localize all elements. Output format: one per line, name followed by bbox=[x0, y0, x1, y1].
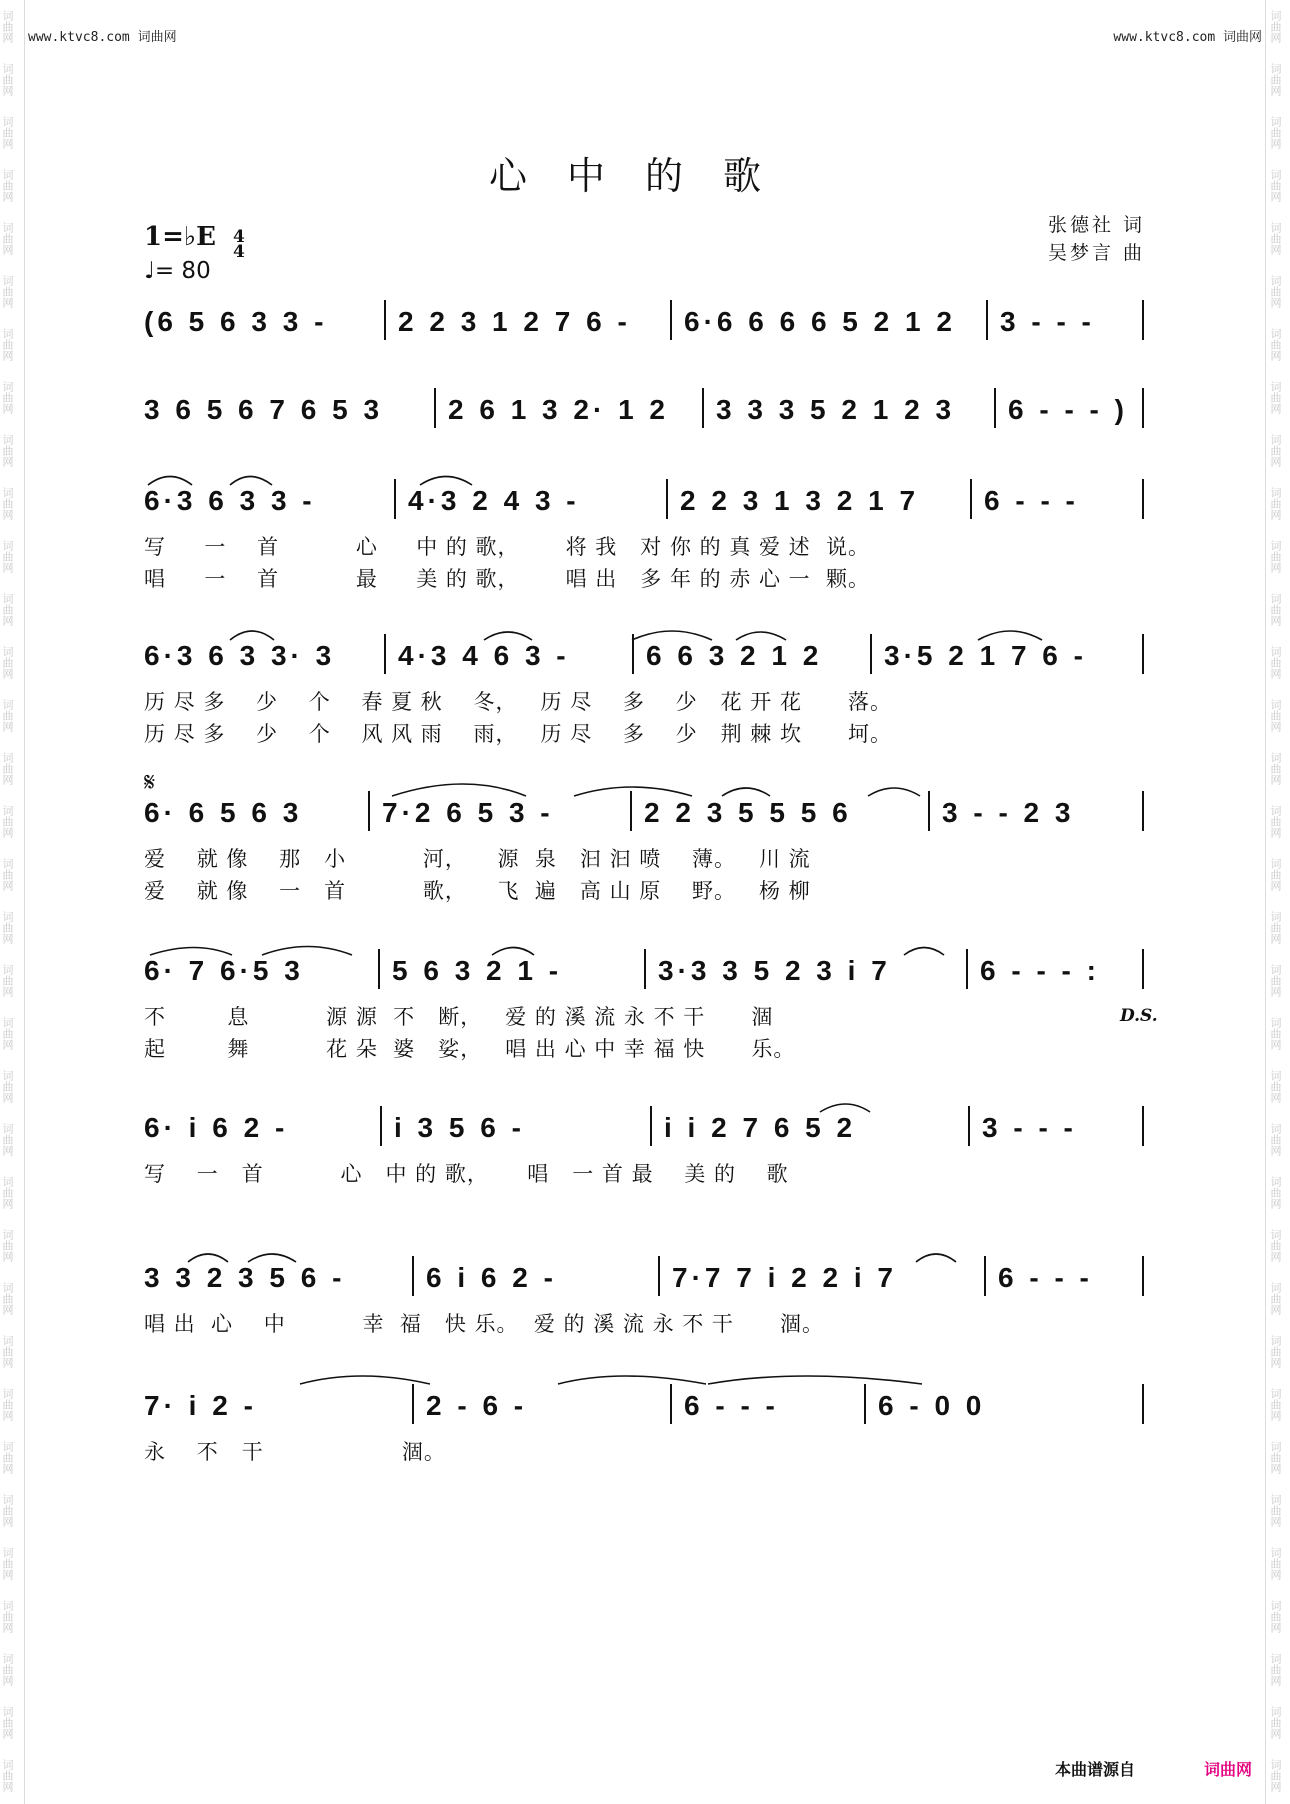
dal-segno-mark: D.S. bbox=[1120, 1006, 1158, 1026]
watermark-text: 词曲网 bbox=[1, 275, 14, 308]
left-margin-line bbox=[24, 0, 25, 1804]
measure-notes: 3 - - - bbox=[982, 1112, 1077, 1143]
watermark-text: 词曲网 bbox=[1, 1600, 14, 1633]
bar-line bbox=[658, 1256, 660, 1296]
measure-notes: 3 - - - bbox=[1000, 306, 1095, 337]
bar-line bbox=[394, 479, 396, 519]
watermark-text: 词曲网 bbox=[1, 964, 14, 997]
left-watermark-strip bbox=[0, 0, 22, 1804]
watermark-text: 词曲网 bbox=[1, 1335, 14, 1368]
watermark-text: 词曲网 bbox=[1, 805, 14, 838]
lyricist-credit: 张德社 词 bbox=[1047, 214, 1145, 236]
key-signature: 1=♭E bbox=[144, 222, 216, 252]
measure-notes: 7·2 6 5 3 - bbox=[382, 797, 554, 828]
bar-line bbox=[984, 1256, 986, 1296]
watermark-text: 词曲网 bbox=[1269, 1547, 1282, 1580]
measure-notes: 3·3 3 5 2 3 i 7 bbox=[658, 955, 891, 986]
bar-line bbox=[650, 1106, 652, 1146]
lyric-line: 历 尽 多 少 个 风 风 雨 雨， 历 尽 多 少 荆 棘 坎 坷。 bbox=[144, 722, 893, 746]
measure-notes: 6·6 6 6 6 5 2 1 2 bbox=[684, 306, 956, 337]
watermark-text: 词曲网 bbox=[1269, 1653, 1282, 1686]
watermark-text: 词曲网 bbox=[1269, 381, 1282, 414]
watermark-text: 词曲网 bbox=[1269, 1494, 1282, 1527]
watermark-text: 词曲网 bbox=[1, 487, 14, 520]
bar-line bbox=[986, 300, 988, 340]
measure-notes: 7·7 7 i 2 2 i 7 bbox=[672, 1262, 897, 1293]
bar-line bbox=[380, 1106, 382, 1146]
bar-line bbox=[702, 388, 704, 428]
watermark-text: 词曲网 bbox=[1269, 222, 1282, 255]
score-system bbox=[144, 1262, 1144, 1298]
bar-line bbox=[368, 791, 370, 831]
measure-notes: 6· 7 6·5 3 bbox=[144, 955, 304, 986]
watermark-text: 词曲网 bbox=[1, 1388, 14, 1421]
bar-line bbox=[384, 634, 386, 674]
watermark-text: 词曲网 bbox=[1269, 1070, 1282, 1103]
bar-line bbox=[412, 1256, 414, 1296]
watermark-text: 词曲网 bbox=[1269, 275, 1282, 308]
bar-line bbox=[968, 1106, 970, 1146]
lyric-line: 爱 就 像 那 小 河， 源 泉 汩 汩 喷 薄。 川 流 bbox=[144, 847, 811, 871]
measure-notes: 6 - - - ) bbox=[1008, 394, 1128, 425]
watermark-text: 词曲网 bbox=[1269, 1229, 1282, 1262]
measure-notes: 3·5 2 1 7 6 - bbox=[884, 640, 1087, 671]
watermark-text: 词曲网 bbox=[1269, 540, 1282, 573]
measure-notes: i i 2 7 6 5 2 bbox=[664, 1112, 857, 1143]
watermark-text: 词曲网 bbox=[1, 858, 14, 891]
watermark-text: 词曲网 bbox=[1269, 1017, 1282, 1050]
bar-line bbox=[378, 949, 380, 989]
source-site-link[interactable]: 词曲网 bbox=[1204, 1760, 1253, 1779]
bar-line bbox=[1142, 1384, 1144, 1424]
watermark-text: 词曲网 bbox=[1, 1176, 14, 1209]
bar-line bbox=[1142, 300, 1144, 340]
watermark-text: 词曲网 bbox=[1269, 646, 1282, 679]
watermark-text: 词曲网 bbox=[1269, 964, 1282, 997]
measure-notes: 3 - - 2 3 bbox=[942, 797, 1075, 828]
measure-notes: 5 6 3 2 1 - bbox=[392, 955, 563, 986]
watermark-text: 词曲网 bbox=[1, 1441, 14, 1474]
bar-line bbox=[630, 791, 632, 831]
watermark-text: 词曲网 bbox=[1, 116, 14, 149]
watermark-text: 词曲网 bbox=[1269, 1282, 1282, 1315]
bar-line bbox=[632, 634, 634, 674]
lyric-line: 历 尽 多 少 个 春 夏 秋 冬， 历 尽 多 少 花 开 花 落。 bbox=[144, 690, 893, 714]
watermark-text: 词曲网 bbox=[1, 169, 14, 202]
watermark-text: 词曲网 bbox=[1, 1759, 14, 1792]
right-watermark-strip bbox=[1268, 0, 1290, 1804]
measure-notes: 6 6 3 2 1 2 bbox=[646, 640, 823, 671]
measure-notes: 6 - - - bbox=[998, 1262, 1093, 1293]
bar-line bbox=[1142, 1256, 1144, 1296]
measure-notes: 4·3 4 6 3 - bbox=[398, 640, 570, 671]
watermark-text: 词曲网 bbox=[1, 434, 14, 467]
watermark-text: 词曲网 bbox=[1, 10, 14, 43]
score-system bbox=[144, 394, 1144, 430]
watermark-text: 词曲网 bbox=[1269, 699, 1282, 732]
lyric-line: 唱 出 心 中 幸 福 快 乐。 爱 的 溪 流 永 不 干 涸。 bbox=[144, 1312, 824, 1336]
score-system bbox=[144, 485, 1144, 521]
watermark-text: 词曲网 bbox=[1, 1123, 14, 1156]
watermark-text: 词曲网 bbox=[1269, 1759, 1282, 1792]
watermark-text: 词曲网 bbox=[1269, 116, 1282, 149]
watermark-text: 词曲网 bbox=[1, 1017, 14, 1050]
source-note: 本曲谱源自 bbox=[1055, 1760, 1136, 1779]
bar-line bbox=[864, 1384, 866, 1424]
measure-notes: 2 2 3 1 2 7 6 - bbox=[398, 306, 631, 337]
watermark-text: 词曲网 bbox=[1, 593, 14, 626]
watermark-text: 词曲网 bbox=[1, 699, 14, 732]
score-system bbox=[144, 955, 1144, 991]
watermark-text: 词曲网 bbox=[1269, 1441, 1282, 1474]
bar-line bbox=[870, 634, 872, 674]
measure-notes: 4·3 2 4 3 - bbox=[408, 485, 580, 516]
bar-line bbox=[994, 388, 996, 428]
measure-notes: 3 3 2 3 5 6 - bbox=[144, 1262, 346, 1293]
lyric-line: 爱 就 像 一 首 歌， 飞 遍 高 山 原 野。 杨 柳 bbox=[144, 879, 811, 903]
measure-notes: 2 2 3 1 3 2 1 7 bbox=[680, 485, 920, 516]
bar-line bbox=[670, 300, 672, 340]
measure-notes: 6 i 6 2 - bbox=[426, 1262, 557, 1293]
watermark-text: 词曲网 bbox=[1269, 328, 1282, 361]
bar-line bbox=[1142, 791, 1144, 831]
measure-notes: 2 2 3 5 5 5 6 bbox=[644, 797, 852, 828]
watermark-text: 词曲网 bbox=[1, 1547, 14, 1580]
lyric-line: 唱 一 首 最 美 的 歌， 唱 出 多 年 的 赤 心 一 颗。 bbox=[144, 567, 871, 591]
lyric-line: 写 一 首 心 中 的 歌， 唱 一 首 最 美 的 歌 bbox=[144, 1162, 789, 1186]
watermark-text: 词曲网 bbox=[1269, 1176, 1282, 1209]
watermark-text: 词曲网 bbox=[1, 911, 14, 944]
score-system bbox=[144, 640, 1144, 676]
bar-line bbox=[1142, 634, 1144, 674]
measure-notes: 3 3 3 5 2 1 2 3 bbox=[716, 394, 956, 425]
measure-notes: 7· i 2 - bbox=[144, 1390, 257, 1421]
watermark-text: 词曲网 bbox=[1, 646, 14, 679]
watermark-text: 词曲网 bbox=[1269, 434, 1282, 467]
measure-notes: 6·3 6 3 3· 3 bbox=[144, 640, 336, 671]
watermark-text: 词曲网 bbox=[1269, 1335, 1282, 1368]
measure-notes: 3 6 5 6 7 6 5 3 bbox=[144, 394, 384, 425]
watermark-text: 词曲网 bbox=[1, 381, 14, 414]
bar-line bbox=[434, 388, 436, 428]
time-signature bbox=[233, 227, 245, 262]
bar-line bbox=[1142, 949, 1144, 989]
watermark-text: 词曲网 bbox=[1269, 593, 1282, 626]
measure-notes: 6 - - - bbox=[984, 485, 1079, 516]
score-system bbox=[144, 1112, 1144, 1148]
score-system bbox=[144, 1390, 1144, 1426]
lyric-line: 起 舞 花 朵 婆 娑， 唱 出 心 中 幸 福 快 乐。 bbox=[144, 1037, 796, 1061]
watermark-text: 词曲网 bbox=[1, 1229, 14, 1262]
bar-line bbox=[1142, 479, 1144, 519]
watermark-text: 词曲网 bbox=[1, 1653, 14, 1686]
measure-notes: 2 - 6 - bbox=[426, 1390, 528, 1421]
watermark-text: 词曲网 bbox=[1, 328, 14, 361]
lyric-line: 写 一 首 心 中 的 歌， 将 我 对 你 的 真 爱 述 说。 bbox=[144, 535, 871, 559]
watermark-text: 词曲网 bbox=[1, 1494, 14, 1527]
measure-notes: 6· i 6 2 - bbox=[144, 1112, 289, 1143]
lyric-line: 永 不 干 涸。 bbox=[144, 1440, 446, 1464]
measure-notes: i 3 5 6 - bbox=[394, 1112, 525, 1143]
score-system bbox=[144, 306, 1144, 342]
composer-credit: 吴梦言 曲 bbox=[1047, 242, 1145, 264]
watermark-text: 词曲网 bbox=[1269, 805, 1282, 838]
bar-line bbox=[928, 791, 930, 831]
measure-notes: 6·3 6 3 3 - bbox=[144, 485, 316, 516]
time-signature-bottom: 4 bbox=[233, 242, 245, 262]
watermark-text: 词曲网 bbox=[1, 222, 14, 255]
right-margin-line bbox=[1265, 0, 1266, 1804]
watermark-text: 词曲网 bbox=[1269, 63, 1282, 96]
watermark-text: 词曲网 bbox=[1, 63, 14, 96]
tempo-marking: ♩= 80 bbox=[144, 258, 211, 284]
segno-sign: 𝄋 bbox=[144, 768, 156, 798]
time-signature-top: 4 bbox=[233, 227, 245, 247]
watermark-text: 词曲网 bbox=[1, 1706, 14, 1739]
bar-line bbox=[384, 300, 386, 340]
bar-line bbox=[966, 949, 968, 989]
bar-line bbox=[666, 479, 668, 519]
watermark-text: 词曲网 bbox=[1, 1070, 14, 1103]
watermark-text: 词曲网 bbox=[1, 752, 14, 785]
song-title: 心中的歌 bbox=[488, 154, 801, 198]
bar-line bbox=[412, 1384, 414, 1424]
watermark-text: 词曲网 bbox=[1, 1282, 14, 1315]
site-url-right[interactable]: www.ktvc8.com 词曲网 bbox=[1113, 30, 1262, 45]
watermark-text: 词曲网 bbox=[1269, 911, 1282, 944]
measure-notes: 6 - - - : bbox=[980, 955, 1100, 986]
watermark-text: 词曲网 bbox=[1269, 1706, 1282, 1739]
bar-line bbox=[670, 1384, 672, 1424]
watermark-text: 词曲网 bbox=[1269, 169, 1282, 202]
bar-line bbox=[644, 949, 646, 989]
score-system bbox=[144, 797, 1144, 833]
bar-line bbox=[1142, 1106, 1144, 1146]
site-url-left[interactable]: www.ktvc8.com 词曲网 bbox=[28, 30, 177, 45]
watermark-text: 词曲网 bbox=[1, 540, 14, 573]
measure-notes: 6 - - - bbox=[684, 1390, 779, 1421]
bar-line bbox=[1142, 388, 1144, 428]
watermark-text: 词曲网 bbox=[1269, 1123, 1282, 1156]
measure-notes: 6· 6 5 6 3 bbox=[144, 797, 303, 828]
watermark-text: 词曲网 bbox=[1269, 487, 1282, 520]
watermark-text: 词曲网 bbox=[1269, 10, 1282, 43]
watermark-text: 词曲网 bbox=[1269, 1600, 1282, 1633]
measure-notes: 2 6 1 3 2· 1 2 bbox=[448, 394, 670, 425]
lyric-line: 不 息 源 源 不 断， 爱 的 溪 流 永 不 干 涸 bbox=[144, 1005, 774, 1029]
measure-notes: 6 - 0 0 bbox=[878, 1390, 986, 1421]
watermark-text: 词曲网 bbox=[1269, 1388, 1282, 1421]
watermark-text: 词曲网 bbox=[1269, 752, 1282, 785]
bar-line bbox=[970, 479, 972, 519]
watermark-text: 词曲网 bbox=[1269, 858, 1282, 891]
measure-notes: (6 5 6 3 3 - bbox=[144, 306, 328, 337]
